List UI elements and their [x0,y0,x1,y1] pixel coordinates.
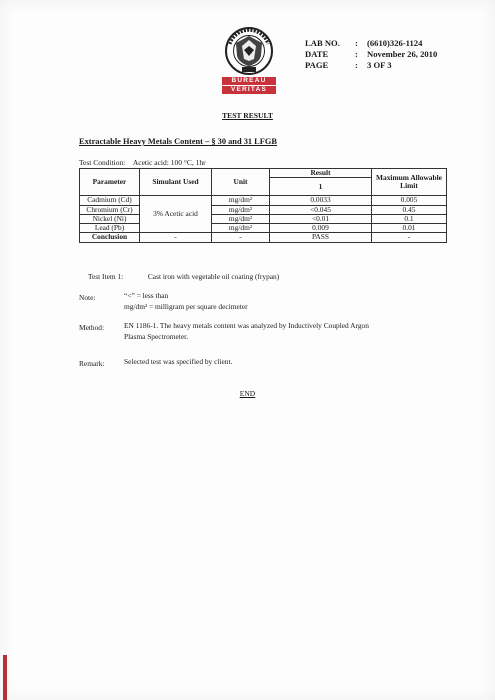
end-marker: END [239,389,256,398]
date-row [305,49,437,60]
cell-param: Lead (Pb) [80,224,140,233]
conclusion-simulant: - [140,233,212,242]
test-condition [79,158,212,167]
cell-simulant: 3% Acetic acid [140,196,212,233]
cell-result: <0.045 [270,205,372,214]
header-unit: Unit [212,169,270,196]
conclusion-limit: - [372,233,447,242]
header-limit: Maximum Allowable Limit [372,169,447,196]
seal-icon [222,26,276,76]
cell-limit: 0.1 [372,214,447,223]
cell-unit: mg/dm² [212,196,270,205]
results-table [79,168,447,243]
method-line-2: Plasma Spectrometer. [124,331,189,341]
remark-label: Remark: [79,359,105,368]
header-simulant: Simulant Used [140,169,212,196]
report-header [305,38,437,71]
method-text [124,321,369,342]
remark-text: Selected test was specified by client. [124,357,233,366]
cell-param: Cadmium (Cd) [80,196,140,205]
cell-result: 0.0033 [270,196,372,205]
page-value: 3 OF 3 [367,60,392,70]
table-row [80,224,447,233]
cell-unit: mg/dm² [212,214,270,223]
note-line-2: mg/dm² = milligram per square decimeter [124,301,248,311]
cell-limit: 0.01 [372,224,447,233]
section-title: Extractable Heavy Metals Content – § 30 and 31 LFGB [79,137,277,146]
lab-no-row [305,38,437,49]
conclusion-unit: - [212,233,270,242]
page-title: TEST RESULT [222,111,273,120]
cell-unit: mg/dm² [212,224,270,233]
method-label: Method: [79,323,105,332]
separator: : [355,38,358,48]
test-item-value: Cast iron with vegetable oil coating (frypan) [147,272,280,281]
test-condition-label: Test Condition: [79,158,126,167]
test-item-label: Test Item 1: [88,272,124,281]
separator: : [355,49,358,59]
header-result: Result [270,169,372,178]
table-header-row [80,169,447,178]
note-label: Note: [79,293,96,302]
header-result-sub: 1 [270,178,372,196]
method-line-1: EN 1186-1. The heavy metals content was analyzed by Inductively Coupled Argon [124,321,369,330]
cell-result: <0.01 [270,214,372,223]
cell-unit: mg/dm² [212,205,270,214]
test-condition-value: Acetic acid: 100 °C, 1hr [132,158,206,167]
logo-wordmark-top: BUREAU [222,77,276,85]
header-parameter: Parameter [80,169,140,196]
lab-no-value: (6610)326-1124 [367,38,423,48]
note-text [124,291,248,312]
page-label: PAGE [305,60,329,70]
logo-wordmark-bottom: VERITAS [222,86,276,94]
date-label: DATE [305,49,329,59]
conclusion-row [80,233,447,242]
cell-param: Nickel (Ni) [80,214,140,223]
table-row [80,214,447,223]
table-row [80,196,447,205]
margin-color-bar [3,655,7,700]
page-row [305,60,437,71]
cell-param: Chromium (Cr) [80,205,140,214]
test-item [88,272,279,281]
note-line-1: “<” = less than [124,291,169,300]
table-row [80,205,447,214]
conclusion-result: PASS [270,233,372,242]
date-value: November 26, 2010 [367,49,438,59]
cell-result: 0.009 [270,224,372,233]
bureau-veritas-logo [222,26,276,94]
cell-limit: 0.005 [372,196,447,205]
lab-no-label: LAB NO. [305,38,340,48]
cell-limit: 0.45 [372,205,447,214]
conclusion-label: Conclusion [80,233,140,242]
separator: : [355,60,358,70]
